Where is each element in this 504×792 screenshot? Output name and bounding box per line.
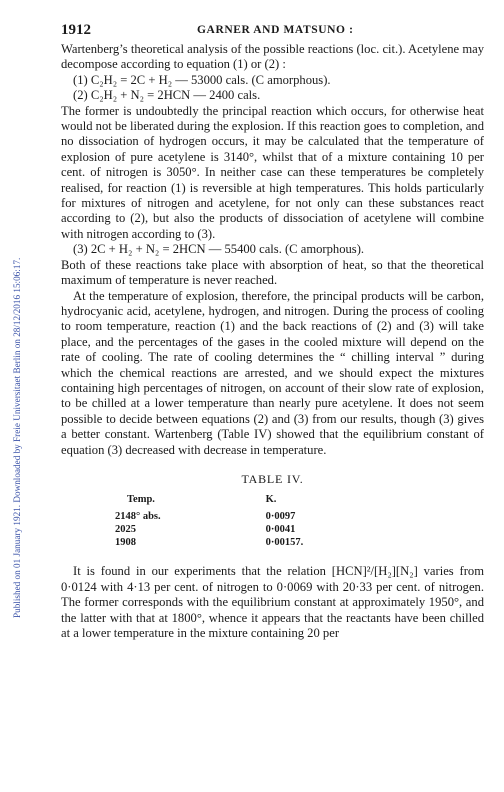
page-header — [61, 22, 481, 44]
table-cell-k: 0·0041 — [265, 524, 296, 536]
table-row — [115, 523, 345, 536]
paragraph-cooling: At the temperature of explosion, therefore, the principal products will be carbon, hydrocyanic acid, acetylene, hydrogen, and nitrogen. During the process of cooling to room temperature, reaction (1) and the back reactions of (2) and (3) will take place, and the percentages of the gases in the cooled mixture will depend on the rate of cooling. The rate of cooling determines the “ chilling interval ” during which the chemical reactions are arrested, and we should expect the mixtures containing high percentages of nitrogen, on account of their slow rate of explosion, to be chilled at a lower temperature than nearly pure acetylene. It does not seem possible to decide between equations (2) and (3) from our results, though (3) gives a better constant. Wartenberg (Table IV) showed that the equilibrium constant of equation (3) decreased with decrease in temperature. — [61, 288, 484, 457]
table-header-row — [115, 493, 345, 510]
table-row — [115, 510, 345, 523]
paragraph-hcn-relation: It is found in our experiments that the relation [HCN]²/[H₂][N₂] varies from 0·0124 with 4·13 per cent. of nitrogen to 0·0069 with 20·33 per cent. of nitrogen. The former corresponds with the equilibrium constant at approximately 1950°, and the latter with that at 1800°, whence it appears that the reactants have been chilled at a lower temperature in the mixture containing 20 per — [61, 564, 484, 640]
table-header-temp: Temp. — [127, 494, 155, 506]
table-cell-temp: 2148° abs. — [115, 511, 161, 523]
paragraph-absorption: Both of these reactions take place with absorption of heat, so that the theoretical maximum of temperature is never reached. — [61, 257, 484, 288]
table-cell-temp: 2025 — [115, 524, 136, 536]
paragraph-explosion-temperature: The former is undoubtedly the principal reaction which occurs, for otherwise heat would not be liberated during the explosion. If this reaction goes to completion, and no dissociation of hydrogen occurs, it may be calculated that the temperature of explosion of pure acetylene is 3140°, whilst that of a mixture containing 10 per cent. of nitrogen is 3050°. In neither case can these temperatures be completely realised, for reaction (1) is reversible at high temperatures. This holds particularly for mixtures of nitrogen and acetylene, for not only can these substances react according to (2), but also the products of dissociation of acetylene will combine with nitrogen according to (3). — [61, 103, 484, 241]
download-watermark-text: Published on 01 January 1921. Downloaded by Freie Universitaet Berlin on 28/12/2016 15:06:17. — [12, 257, 22, 618]
running-head: GARNER AND MATSUNO : — [197, 24, 354, 36]
page-number: 1912 — [61, 22, 91, 38]
table-cell-k: 0·0097 — [265, 511, 296, 523]
table-title: TABLE IV. — [241, 471, 304, 486]
equation-3: (3) 2C + H₂ + N₂ = 2HCN — 55400 cals. (C amorphous). — [73, 242, 365, 257]
equation-2: (2) C₂H₂ + N₂ = 2HCN — 2400 cals. — [73, 88, 261, 103]
equation-1: (1) C₂H₂ = 2C + H₂ — 53000 cals. (C amorphous). — [73, 72, 331, 87]
paragraph-wartenberg: Wartenberg’s theoretical analysis of the possible reactions (loc. cit.). Acetylene may decompose according to equation (1) or (2) : — [61, 42, 484, 72]
table-row — [115, 536, 345, 549]
table-cell-k: 0·00157. — [265, 537, 304, 549]
equilibrium-table — [115, 493, 345, 549]
download-watermark — [10, 58, 24, 618]
table-header-k: K. — [265, 494, 277, 506]
article-body — [61, 42, 484, 641]
table-cell-temp: 1908 — [115, 537, 136, 549]
